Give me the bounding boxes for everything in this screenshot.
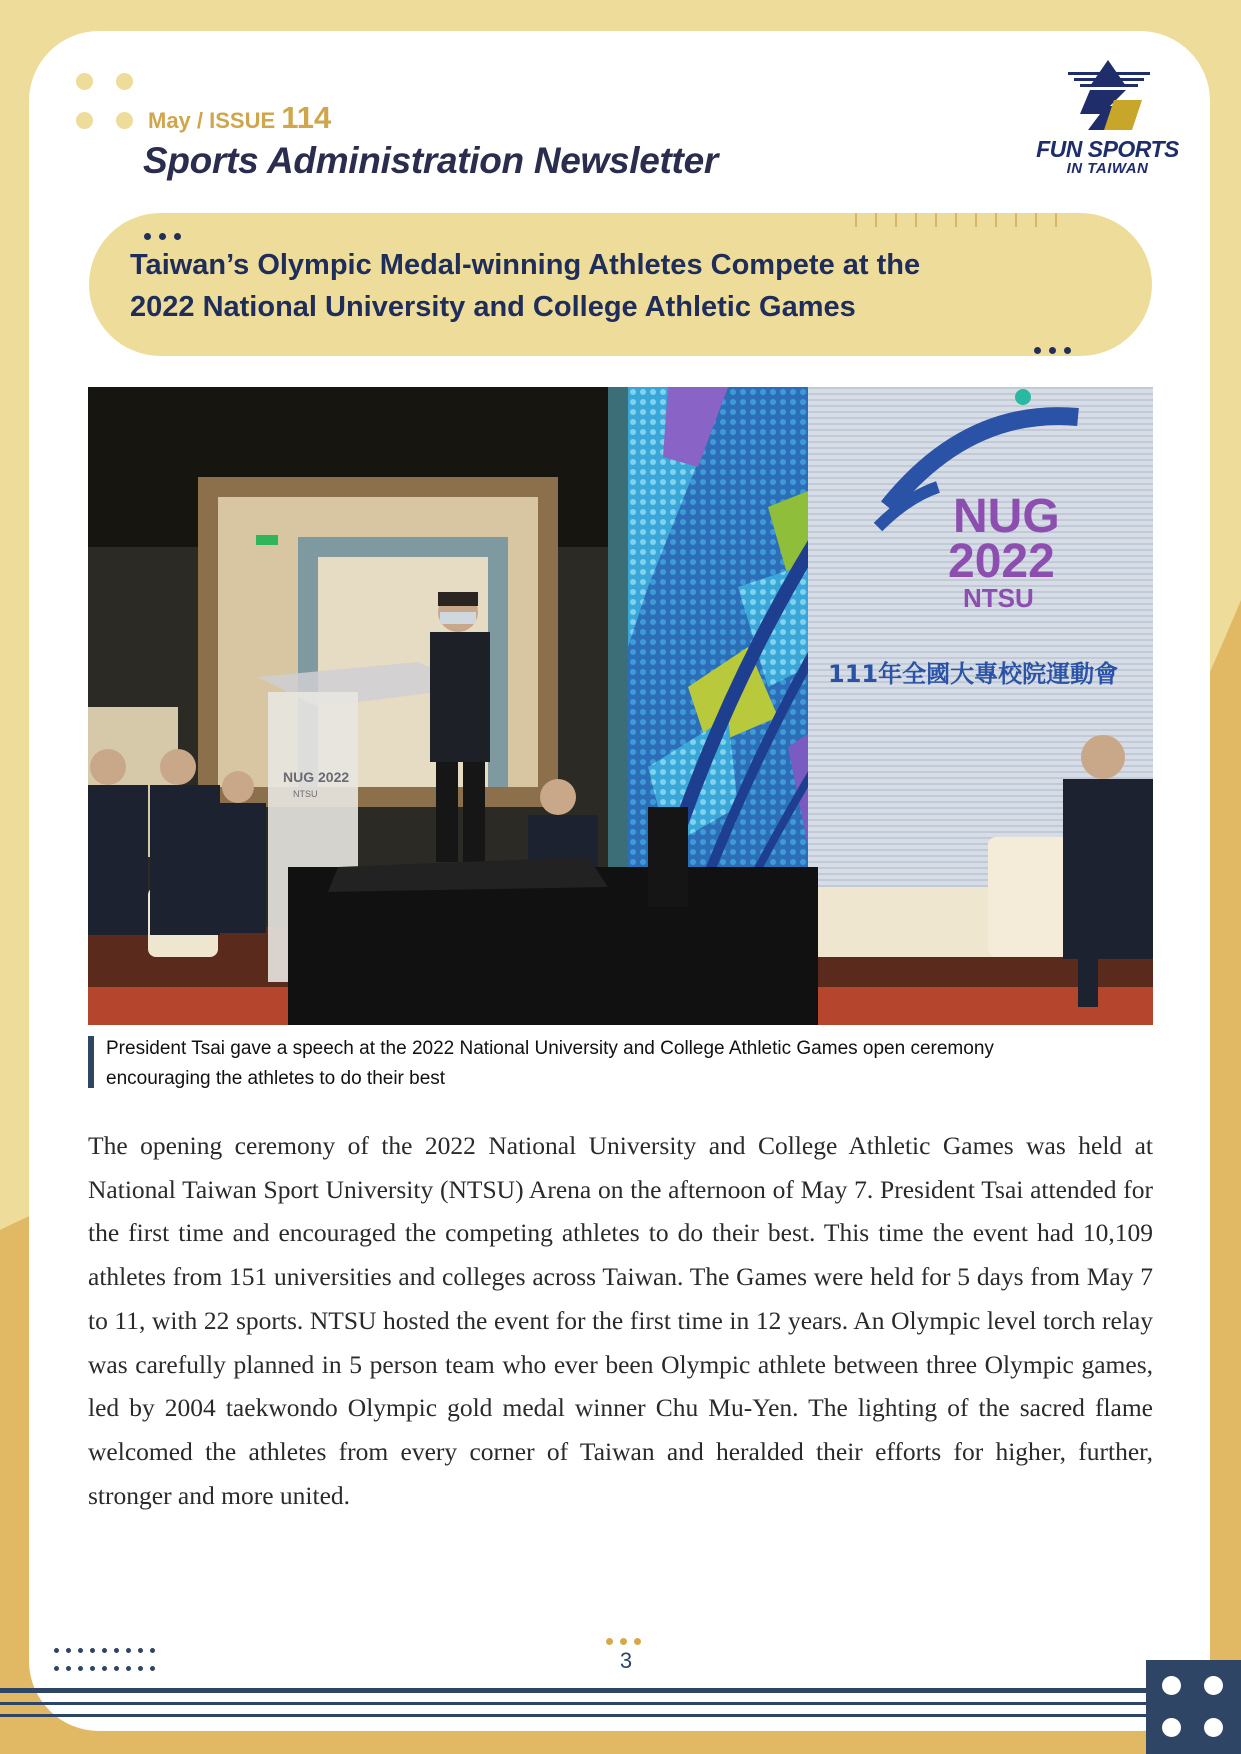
screen-chinese-title: 111年全國大專校院運動會: [828, 660, 1119, 688]
article-photo: [88, 387, 1153, 1025]
footer-lines: [0, 1684, 1241, 1724]
footer-decorative-dots: [54, 1646, 174, 1682]
corner-dots-box: [1146, 1660, 1241, 1754]
photo-caption: [106, 1034, 1156, 1094]
headline-line-1: Taiwan’s Olympic Medal-winning Athletes Compete at the: [130, 249, 921, 281]
caption-line-1: President Tsai gave a speech at the 2022 National University and College Athletic Games open ceremony: [106, 1038, 994, 1059]
logo-text-fun-sports: FUN SPORTS: [1036, 136, 1179, 162]
caption-accent-bar: [88, 1036, 94, 1088]
ceremony-photo-illustration: [88, 387, 1153, 1025]
month-issue: May / ISSUE: [148, 108, 276, 133]
decorative-dots: [72, 70, 142, 130]
article-headline: [130, 244, 1110, 328]
logo-text-in-taiwan: IN TAIWAN: [1066, 160, 1149, 177]
page-number: 3: [619, 1648, 633, 1673]
podium-label: NUG 2022: [283, 769, 350, 785]
decorative-dots-small: [144, 227, 189, 245]
article-body: The opening ceremony of the 2022 National University and College Athletic Games was held at National Taiwan Sport University (NTSU) Arena on the afternoon of May 7. President Tsai attended for the first time and encouraged the competing athletes to do their best. This time the event had 10,109 athletes from 151 universities and colleges across Taiwan. The Games were held for 5 days from May 7 to 11, with 22 sports. NTSU hosted the event for the first time in 12 years. An Olympic level torch relay was carefully planned in 5 person team who ever been Olympic athlete between three Olympic games, led by 2004 taekwondo Olympic gold medal winner Chu Mu-Yen. The lighting of the sacred flame welcomed the athletes from every corner of Taiwan and heralded their efforts for higher, further, stronger and more united.: [88, 1131, 1153, 1510]
decorative-dots-small: [1034, 341, 1079, 359]
screen-title-nug: NUG: [953, 490, 1060, 543]
issue-number: 114: [281, 100, 332, 135]
podium-sublabel: NTSU: [293, 789, 318, 799]
issue-label: [148, 100, 331, 136]
newsletter-title: Sports Administration Newsletter: [143, 140, 718, 181]
screen-title-year: 2022: [948, 535, 1055, 588]
caption-line-2: encouraging the athletes to do their best: [106, 1068, 446, 1089]
decorative-ticks: [855, 213, 1075, 227]
screen-title-ntsu: NTSU: [963, 583, 1034, 613]
headline-line-2: 2022 National University and College Athletic Games: [130, 291, 856, 323]
